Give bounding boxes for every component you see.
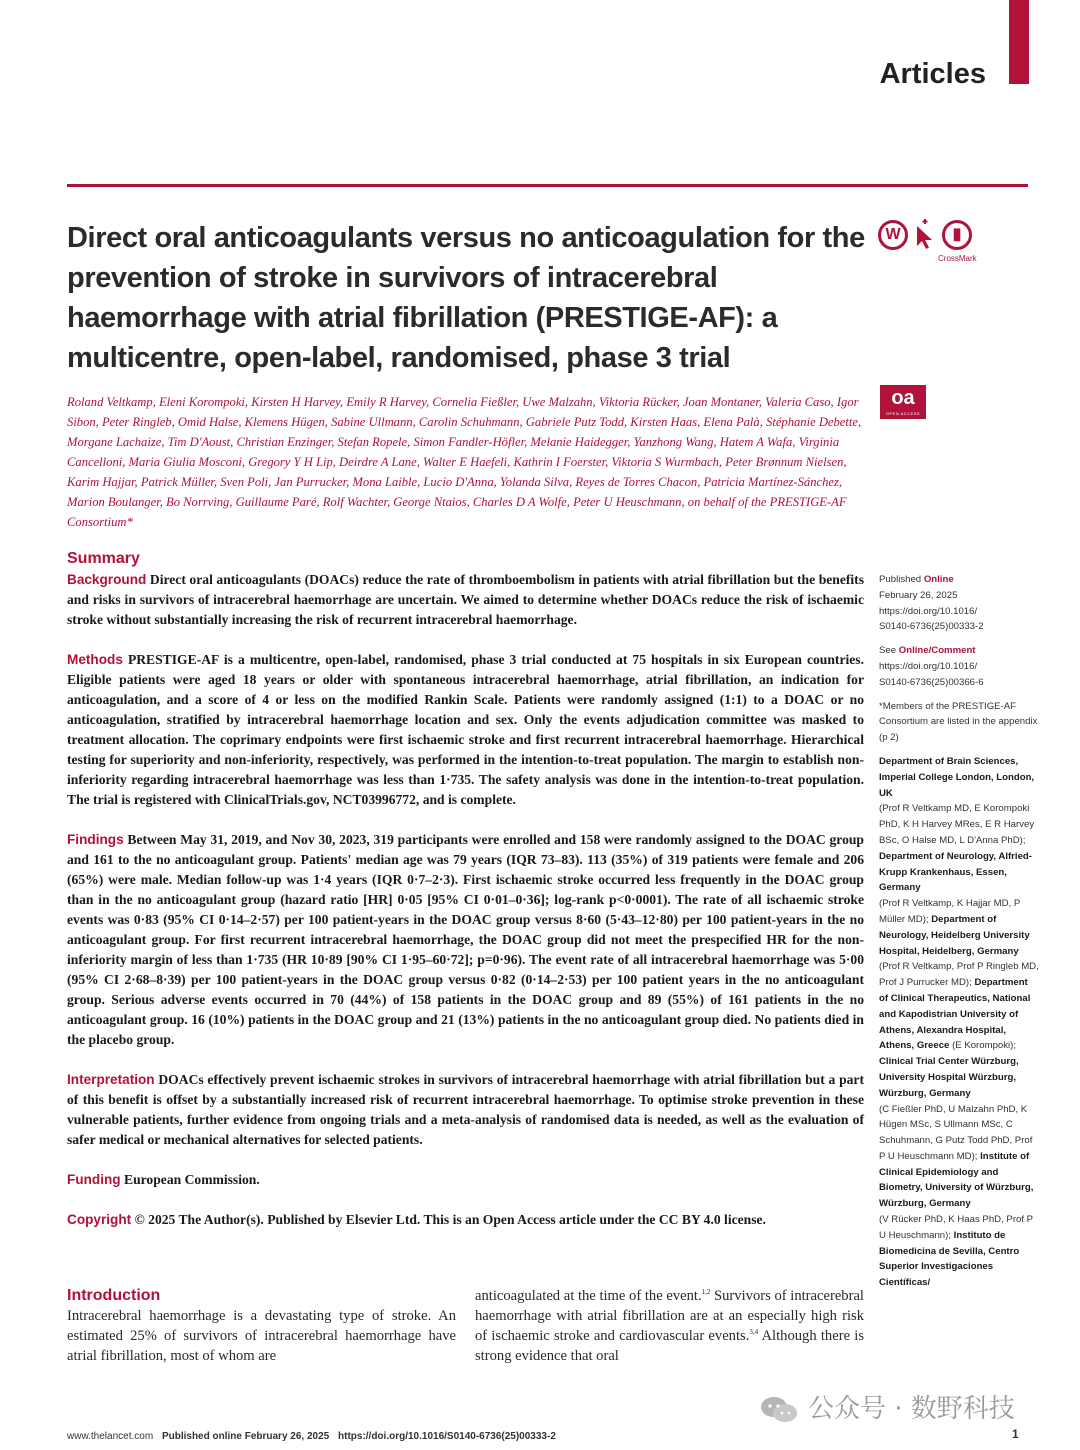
corner-accent-bar — [1009, 0, 1029, 84]
introduction-section — [67, 1286, 864, 1364]
findings-text: Between May 31, 2019, and Nov 30, 2023, 319 participants were enrolled and 158 were randomly assigned to the DOAC group and 161 to the no anticoagulant group. Patients' median age was 79 years (IQR 73–83). 113 (35%) of 319 patients were female and 206 (65%) were male. Median follow-up was 1·4 years (IQR 0·7–2·3). First ischaemic stroke occurred less frequently in the DOAC group than in the no anticoagulant group (hazard ratio [HR] 0·05 [95% CI 0·01–0·36]; log-rank p<0·0001). The rate of all ischaemic stroke events was 0·83 (95% CI 0·14–2·57) per 100 patient-years in the DOAC group versus 8·60 (5·43–12·80) per 100 patient-years in the no anticoagulant group. For first recurrent intracerebral haemorrhage, the DOAC group did not meet the prespecified HR for the non-inferiority margin of less than 1·735 (HR 10·89 [90% CI 1·95–60·72]; p=0·96). The event rate of all intracerebral haemorrhage was 5·00 (95% CI 2·68–8·39) per 100 patient-years in the DOAC group versus 0·82 (0·14–2·53) per 100 patient years in the no anticoagulant group. Serious adverse events occurred in 70 (44%) of 158 patients in the DOAC group and 89 (55%) of 161 patients in the no anticoagulant group. 16 (10%) patients in the DOAC group and 21 (13%) patients in the no anticoagulant group died. No patients died in the placebo group. — [67, 832, 864, 1047]
summary-heading: Summary — [67, 550, 140, 567]
sidebar — [879, 572, 1039, 1291]
summary-funding — [67, 1170, 864, 1190]
affiliation-members: (Prof R Veltkamp, K Hajjar MD, P Müller MD); — [879, 898, 1021, 925]
see-prefix: See — [879, 645, 899, 657]
article-doi[interactable]: https://doi.org/10.1016/ — [879, 605, 978, 617]
intro-column-2 — [475, 1286, 864, 1366]
intro-column-1: Intracerebral haemorrhage is a devastating type of stroke. An estimated 25% of survivors of intracerebral haemorrhage have atrial fibrillation, most of whom are — [67, 1308, 456, 1364]
citation[interactable]: 3,4 — [749, 1328, 759, 1337]
article-tools — [878, 216, 988, 266]
comment-doi-cont[interactable]: S0140-6736(25)00366-6 — [879, 676, 984, 688]
article-title: Direct oral anticoagulants versus no anticoagulation for the prevention of stroke in survivors of intracerebral haemorrhage with atrial fibrillation (PRESTIGE-AF): a multicentre, open-label, randomised, phase 3 trial — [67, 222, 865, 374]
affiliation-name: Institute of Clinical Epidemiology and Biometry, University of Würzburg, Würzburg, Germany — [879, 1150, 1034, 1210]
header-rule — [67, 184, 1028, 187]
affiliation-members: (V Rücker PhD, K Haas PhD, Prof P U Heuschmann); — [879, 1214, 1033, 1241]
summary-interpretation — [67, 1070, 864, 1150]
interpretation-text: DOACs effectively prevent ischaemic strokes in survivors of intracerebral haemorrhage with atrial fibrillation but a part of this benefit is offset by a substantially increased risk of recurrent intracerebral haemorrhage. To optimise stroke prevention in these vulnerable patients, further evidence from ongoing trials and a meta-analysis of randomised data is needed, as well as the evaluation of safer medical or mechanical alternatives for selected patients. — [67, 1072, 864, 1147]
oa-badge-text: oa — [891, 387, 915, 409]
summary-findings — [67, 830, 864, 1050]
published-date: February 26, 2025 — [879, 589, 958, 601]
oa-badge-subtext: OPEN ACCESS — [885, 411, 921, 416]
summary-background — [67, 570, 864, 630]
watermark-text: 公众号 · 数野科技 — [808, 1394, 1015, 1424]
methods-label: Methods — [67, 652, 123, 667]
summary-section — [67, 548, 864, 1250]
background-label: Background — [67, 572, 147, 587]
affiliation-name: Department of Brain Sciences, Imperial College London, London, UK — [879, 755, 1035, 799]
see-comment — [879, 643, 1039, 690]
comment-link[interactable]: Online/Comment — [898, 645, 976, 657]
methods-text: PRESTIGE-AF is a multicentre, open-label, randomised, phase 3 trial conducted at 75 hospitals in six European countries. Eligible patients were aged 18 years or older with spontaneous intracerebral haemorrhage, atrial fibrillation, an indication for anticoagulation, and a score of 4 or less on the modified Rankin Scale. Patients were randomly assigned (1:1) to a DOAC or no anticoagulation, stratified by intracerebral haemorrhage location and sex. Only the events adjudication committee was masked to treatment allocation. The coprimary endpoints were first ischaemic stroke and first recurrent intracerebral haemorrhage. Hierarchical testing for superiority and non-inferiority, respectively, was performed in the intention-to-treat population. The margin to establish non-inferiority regarding intracerebral haemorrhage was less than 1·735. The safety analysis was done in the intention-to-treat population. The trial is registered with ClinicalTrials.gov, NCT03996772, and is complete. — [67, 652, 864, 807]
watermark — [760, 1388, 1060, 1432]
comment-doi[interactable]: https://doi.org/10.1016/ — [879, 660, 978, 672]
members-note: *Members of the PRESTIGE-AF Consortium are listed in the appendix (p 2) — [879, 700, 1038, 744]
footer-doi[interactable]: https://doi.org/10.1016/S0140-6736(25)00333-2 — [338, 1431, 556, 1442]
crossmark-icon[interactable]: ▮ — [942, 220, 972, 250]
intro-text: anticoagulated at the time of the event. — [475, 1288, 702, 1304]
online-link[interactable]: Online — [923, 574, 954, 585]
published-prefix: Published — [879, 574, 924, 585]
affiliation-name: Department of Neurology, Alfried-Krupp Krankenhaus, Essen, Germany — [879, 850, 1032, 894]
findings-label: Findings — [67, 832, 124, 847]
citation[interactable]: 1,2 — [701, 1288, 711, 1297]
page-footer — [67, 1431, 556, 1442]
introduction-heading: Introduction — [67, 1287, 161, 1304]
crossmark-label: CrossMark — [938, 254, 977, 263]
affiliation-members: (E Korompoki); — [952, 1040, 1017, 1052]
published-info — [879, 572, 1039, 635]
affiliation-name: Clinical Trial Center Würzburg, University Hospital Würzburg, Würzburg, Germany — [879, 1056, 1019, 1099]
affiliation-members: (Prof R Veltkamp MD, E Korompoki PhD, K H Harvey MRes, E R Harvey BSc, O Halse MD, L D'Anna PhD); — [879, 803, 1035, 846]
affiliation-name: Instituto de Biomedicina de Sevilla, Centro Superior Investigaciones Científicas/ — [879, 1229, 1020, 1289]
chat-bubble-icon — [760, 1395, 798, 1425]
background-text: Direct oral anticoagulants (DOACs) reduce the rate of thromboembolism in patients with atrial fibrillation but the benefits and risks in survivors of intracerebral haemorrhage are uncertain. We aimed to determine whether DOACs reduce the risk of ischaemic stroke without substantially increasing the risk of recurrent intracerebral haemorrhage. — [67, 572, 864, 627]
copyright-text: © 2025 The Author(s). Published by Elsevier Ltd. This is an Open Access article under the CC BY 4.0 license. — [134, 1212, 766, 1227]
summary-methods — [67, 650, 864, 810]
interpretation-label: Interpretation — [67, 1072, 155, 1087]
summary-copyright — [67, 1210, 864, 1230]
affiliations — [879, 754, 1039, 1291]
affiliation-name: Department of Neurology, Heidelberg University Hospital, Heidelberg, Germany — [879, 913, 1030, 957]
author-list: Roland Veltkamp, Eleni Korompoki, Kirsten H Harvey, Emily R Harvey, Cornelia Fießler, Uwe Malzahn, Viktoria Rücker, Joan Montaner, Valeria Caso, Igor Sibon, Peter Ringleb, Omid Halse, Klemens Hügen, Sabine Ullmann, Carolin Schuhmann, Gabriele Putz Todd, Kirsten Haas, Elena Palà, Stéphanie Debette, Morgane Lachaize, Tim D'Aoust, Christian Enzinger, Stefan Ropele, Simon Fandler-Höfler, Melanie Haidegger, Yanzhong Wang, Hatem A Wafa, Virginia Cancelloni, Maria Giulia Mosconi, Gregory Y H Lip, Deirdre A Lane, Walter E Haefeli, Kathrin I Foerster, Viktoria S Wurmbach, Peter Brønnum Nielsen, Karim Hajjar, Patrick Müller, Sven Poli, Jan Purrucker, Mona Laible, Lucio D'Anna, Yolanda Silva, Reyes de Torres Chacon, Patricia Martínez-Sánchez, Marion Boulanger, Bo Norrving, Guillaume Paré, Rolf Wachter, George Ntaios, Charles D A Wolfe, Peter U Heuschmann, on behalf of the PRESTIGE-AF Consortium* — [67, 395, 862, 529]
funding-label: Funding — [67, 1172, 121, 1187]
affiliation-members: (C Fießler PhD, U Malzahn PhD, K Hügen MSc, S Ullmann MSc, C Schuhmann, G Putz Todd PhD, Prof P U Heuschmann MD); — [879, 1103, 1033, 1162]
copyright-label: Copyright — [67, 1212, 132, 1227]
affiliation-members: (Prof R Veltkamp, Prof P Ringleb MD, Prof J Purrucker MD); — [879, 961, 1039, 989]
funding-text: European Commission. — [124, 1172, 260, 1187]
footer-published: Published online February 26, 2025 — [161, 1431, 330, 1442]
affiliation-name: Department of Clinical Therapeutics, National and Kapodistrian University of Athens, Alexandra Hospital, Athens, Greece — [879, 977, 1031, 1052]
footer-site[interactable]: www.thelancet.com — [67, 1431, 154, 1442]
intro-text: Survivors of intracerebral haemorrhage with atrial fibrillation are at an especially high risk of ischaemic stroke and cardiovascular events. — [475, 1288, 864, 1344]
cursor-icon[interactable] — [912, 218, 938, 250]
open-access-badge — [880, 385, 926, 419]
section-label: Articles — [879, 58, 986, 90]
intro-text: Although there is strong evidence that oral — [475, 1328, 864, 1364]
article-doi-cont[interactable]: S0140-6736(25)00333-2 — [879, 621, 984, 633]
webpage-icon[interactable]: W — [878, 220, 908, 250]
page-number: 1 — [1012, 1427, 1019, 1441]
